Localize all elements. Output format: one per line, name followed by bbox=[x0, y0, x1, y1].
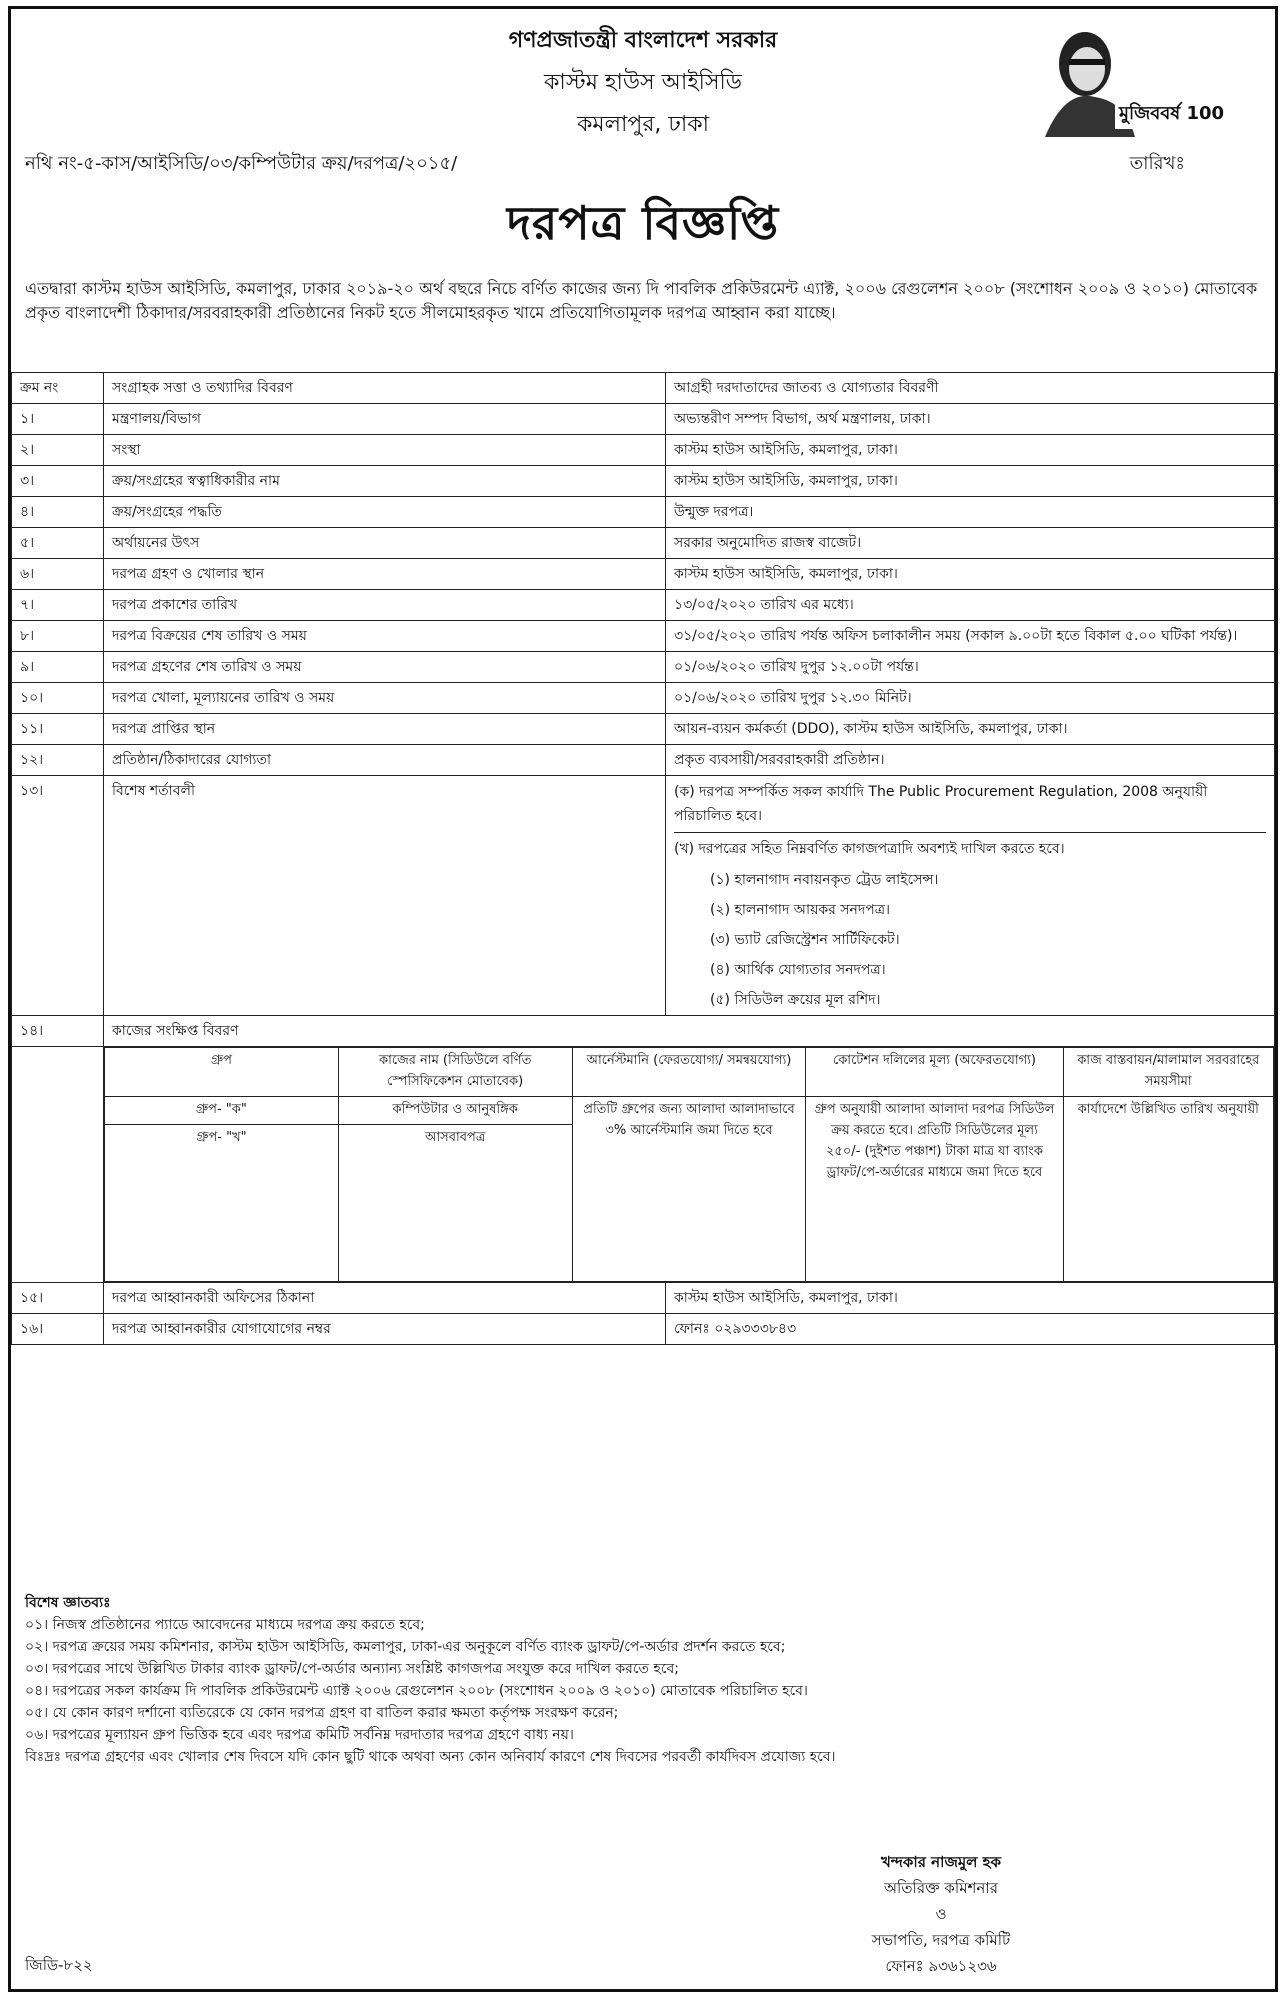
row-item: কাজের সংক্ষিপ্ত বিবরণ bbox=[104, 1016, 1275, 1047]
note-item: ০৫। যে কোন কারণ দর্শানো ব্যতিরেকে যে কোন দরপত্র গ্রহণ বা বাতিল করার ক্ষমতা কর্তৃপক্ষ সংরক্ষণ করেন; bbox=[25, 1705, 619, 1721]
row-item: দরপত্র প্রকাশের তারিখ bbox=[104, 590, 666, 621]
row-number: ২। bbox=[12, 435, 104, 466]
row-detail: কাস্টম হাউস আইসিডি, কমলাপুর, ঢাকা। bbox=[666, 1283, 1275, 1314]
tender-notice-page bbox=[8, 6, 1278, 1992]
table-row bbox=[12, 683, 1275, 714]
row-number: ৭। bbox=[12, 590, 104, 621]
row-number: ১৫। bbox=[12, 1283, 104, 1314]
row-detail: আয়ন-ব্যয়ন কর্মকর্তা (DDO), কাস্টম হাউস আইসিডি, কমলাপুর, ঢাকা। bbox=[666, 714, 1275, 745]
row-item: অর্থায়নের উৎস bbox=[104, 528, 666, 559]
row-detail: ০১/০৬/২০২০ তারিখ দুপুর ১২.৩০ মিনিট। bbox=[666, 683, 1275, 714]
row-item: দরপত্র আহ্বানকারীর যোগাযোগের নম্বর bbox=[104, 1314, 666, 1345]
row-number: ১৩। bbox=[12, 776, 104, 1016]
row-item: সংস্থা bbox=[104, 435, 666, 466]
row-number: ১। bbox=[12, 404, 104, 435]
signatory-name: খন্দকার নাজমুল হক bbox=[880, 1853, 1002, 1871]
row-number: ৬। bbox=[12, 559, 104, 590]
schedule-price: গ্রুপ অনুযায়ী আলাদা আলাদা দরপত্র সিডিউল ক্রয় করতে হবে। প্রতিটি সিডিউলের মূল্য ২৫০/- (দুইশত পঞ্চাশ) টাকা মাত্র যা ব্যাংক ড্রাফট/পে-অর্ডারের মাধ্যমে জমা দিতে হবে bbox=[806, 1097, 1063, 1282]
delivery-deadline: কার্যাদেশে উল্লিখিত তারিখ অনুযায়ী bbox=[1063, 1097, 1273, 1282]
subtable-header-row bbox=[105, 1048, 1274, 1097]
row-item: ক্রয়/সংগ্রহের পদ্ধতি bbox=[104, 497, 666, 528]
note-item: ০১। নিজস্ব প্রতিষ্ঠানের প্যাডে আবেদনের মাধ্যমে দরপত্র ক্রয় করতে হবে; bbox=[25, 1617, 425, 1633]
row-item: দরপত্র খোলা, মূল্যায়নের তারিখ ও সময় bbox=[104, 683, 666, 714]
row-number: ১০। bbox=[12, 683, 104, 714]
reference-number: নথি নং-৫-কাস/আইসিডি/০৩/কম্পিউটার ক্রয়/দরপত্র/২০১৫/ bbox=[25, 153, 458, 174]
note-item: ০৬। দরপত্রের মূল্যায়ন গ্রুপ ভিত্তিক হবে এবং দরপত্র কমিটি সর্বনিম্ন দরদাতার দরপত্র গ্রহণে বাধ্য নয়। bbox=[25, 1727, 574, 1743]
row-detail: অভ্যন্তরীণ সম্পদ বিভাগ, অর্থ মন্ত্রণালয়, ঢাকা। bbox=[666, 404, 1275, 435]
table-row bbox=[12, 1314, 1275, 1345]
sub-head-deadline: কাজ বাস্তবায়ন/মালামাল সরবরাহের সময়সীমা bbox=[1063, 1048, 1273, 1097]
notes-title: বিশেষ জ্ঞাতব্যঃ bbox=[25, 1595, 111, 1611]
row-number: ১২। bbox=[12, 745, 104, 776]
required-doc: (১) হালনাগাদ নবায়নকৃত ট্রেড লাইসেন্স। bbox=[710, 872, 939, 888]
office-location: কমলাপুর, ঢাকা bbox=[577, 112, 709, 137]
required-doc: (২) হালনাগাদ আয়কর সনদপত্র। bbox=[710, 902, 891, 918]
row-number: ৪। bbox=[12, 497, 104, 528]
sub-head-earnest: আর্নেস্টমানি (ফেরতযোগ্য/ সমন্বয়যোগ্য) bbox=[572, 1048, 806, 1097]
signatory-and: ও bbox=[935, 1905, 947, 1923]
signatory-committee: সভাপতি, দরপত্র কমিটি bbox=[871, 1931, 1011, 1949]
row-item: দরপত্র গ্রহণের শেষ তারিখ ও সময় bbox=[104, 652, 666, 683]
row-detail: ০১/০৬/২০২০ তারিখ দুপুর ১২.০০টা পর্যন্ত। bbox=[666, 652, 1275, 683]
note-item: ০২। দরপত্র ক্রয়ের সময় কমিশনার, কাস্টম হাউস আইসিডি, কমলাপুর, ঢাকা-এর অনুকূলে বর্ণিত ব্যাংক ড্রাফট/পে-অর্ডার প্রদর্শন করতে হবে; bbox=[25, 1639, 786, 1655]
table-row-work-summary bbox=[12, 1016, 1275, 1047]
table-row bbox=[12, 559, 1275, 590]
sub-head-group: গ্রুপ bbox=[105, 1048, 339, 1097]
office-name: কাস্টম হাউস আইসিডি bbox=[544, 70, 742, 95]
row-number: ১৬। bbox=[12, 1314, 104, 1345]
row-item: দরপত্র আহ্বানকারী অফিসের ঠিকানা bbox=[104, 1283, 666, 1314]
note-footnote: বিঃদ্রঃ দরপত্র গ্রহণের এবং খোলার শেষ দিবসে যদি কোন ছুটি থাকে অথবা অন্য কোন অনিবার্য কারণে শেষ দিবসের পরবর্তী কার্যদিবস প্রযোজ্য হবে। bbox=[25, 1749, 836, 1765]
table-row bbox=[12, 652, 1275, 683]
row-number: ১১। bbox=[12, 714, 104, 745]
work-summary-subtable-row bbox=[12, 1047, 1275, 1283]
row-detail: ফোনঃ ০২৯৩৩৩৮৪৩ bbox=[666, 1314, 1275, 1345]
table-row bbox=[12, 404, 1275, 435]
row-item: বিশেষ শর্তাবলী bbox=[104, 776, 666, 1016]
row-detail: সরকার অনুমোদিত রাজস্ব বাজেট। bbox=[666, 528, 1275, 559]
emblem-text: মুজিববর্ষ 100 bbox=[1119, 103, 1225, 124]
table-row bbox=[12, 714, 1275, 745]
required-doc: (৪) আর্থিক যোগ্যতার সনদপত্র। bbox=[710, 962, 886, 978]
row-number: ১৪। bbox=[12, 1016, 104, 1047]
row-detail: কাস্টম হাউস আইসিডি, কমলাপুর, ঢাকা। bbox=[666, 435, 1275, 466]
row-number: ৮। bbox=[12, 621, 104, 652]
date-label: তারিখঃ bbox=[1129, 153, 1185, 174]
row-number: ৫। bbox=[12, 528, 104, 559]
conditions-cell bbox=[666, 776, 1275, 1016]
col-header-item: সংগ্রাহক সত্তা ও তথ্যাদির বিবরণ bbox=[104, 373, 666, 404]
table-row bbox=[12, 1283, 1275, 1314]
note-item: ০৩। দরপত্রের সাথে উল্লিখিত টাকার ব্যাংক ড্রাফট/পে-অর্ডার অন্যান্য সংশ্লিষ্ট কাগজপত্র সংযুক্ত করে দাখিল করতে হবে; bbox=[25, 1661, 679, 1677]
signatory-phone: ফোনঃ ৯৩৬১২৩৬ bbox=[885, 1957, 997, 1975]
sub-head-work: কাজের নাম (সিডিউলে বর্ণিত স্পেসিফিকেশন মোতাবেক) bbox=[338, 1048, 572, 1097]
table-row bbox=[12, 528, 1275, 559]
row-item: প্রতিষ্ঠান/ঠিকাদারের যোগ্যতা bbox=[104, 745, 666, 776]
work-summary-table bbox=[104, 1047, 1274, 1282]
table-row bbox=[12, 745, 1275, 776]
table-row bbox=[12, 590, 1275, 621]
row-detail: কাস্টম হাউস আইসিডি, কমলাপুর, ঢাকা। bbox=[666, 466, 1275, 497]
work-kha: আসবাবপত্র bbox=[338, 1125, 572, 1282]
required-doc: (৩) ভ্যাট রেজিস্ট্রেশন সার্টিফিকেট। bbox=[710, 932, 900, 948]
row-number: ৯। bbox=[12, 652, 104, 683]
table-row bbox=[12, 621, 1275, 652]
row-detail: প্রকৃত ব্যবসায়ী/সরবরাহকারী প্রতিষ্ঠান। bbox=[666, 745, 1275, 776]
notice-title: দরপত্র বিজ্ঞপ্তি bbox=[506, 196, 780, 250]
row-number: ৩। bbox=[12, 466, 104, 497]
row-detail: কাস্টম হাউস আইসিডি, কমলাপুর, ঢাকা। bbox=[666, 559, 1275, 590]
earnest-money: প্রতিটি গ্রুপের জন্য আলাদা আলাদাভাবে ৩% আর্নেস্টমানি জমা দিতে হবে bbox=[572, 1097, 806, 1282]
group-ka: গ্রুপ- "ক" bbox=[105, 1097, 339, 1125]
row-detail: ৩১/০৫/২০২০ তারিখ পর্যন্ত অফিস চলাকালীন সময় (সকাল ৯.০০টা হতে বিকাল ৫.০০ ঘটিকা পর্যন্ত)। bbox=[666, 621, 1275, 652]
group-kha: গ্রুপ- "খ" bbox=[105, 1125, 339, 1282]
row-item: মন্ত্রণালয়/বিভাগ bbox=[104, 404, 666, 435]
table-row-special-conditions bbox=[12, 776, 1275, 1016]
clause-kha: (খ) দরপত্রের সহিত নিম্নবর্ণিত কাগজপত্রাদি অবশ্যই দাখিল করতে হবে। bbox=[674, 841, 1065, 857]
row-item: দরপত্র প্রাপ্তির স্থান bbox=[104, 714, 666, 745]
table-row bbox=[12, 497, 1275, 528]
special-notes bbox=[25, 1592, 1261, 1768]
table-header-row bbox=[12, 373, 1275, 404]
clause-ka: (ক) দরপত্র সম্পর্কিত সকল কার্যাদি The Public Procurement Regulation, 2008 অনুযায়ী পরিচালিত হবে। bbox=[674, 776, 1266, 833]
work-ka: কম্পিউটার ও আনুষঙ্গিক bbox=[338, 1097, 572, 1125]
sub-head-price: কোটেশন দলিলের মূল্য (অফেরতযোগ্য) bbox=[806, 1048, 1063, 1097]
note-item: ০৪। দরপত্রের সকল কার্যক্রম দি পাবলিক প্রকিউরমেন্ট এ্যাক্ট ২০০৬ রেগুলেশন ২০০৮ (সংশোধন ২০০৯ ও ২০১০) মোতাবেক পরিচালিত হবে। bbox=[25, 1683, 808, 1699]
row-detail: ১৩/০৫/২০২০ তারিখ এর মধ্যে। bbox=[666, 590, 1275, 621]
row-detail: উন্মুক্ত দরপত্র। bbox=[666, 497, 1275, 528]
subtable-row-group-ka bbox=[105, 1097, 1274, 1125]
required-doc: (৫) সিডিউল ক্রয়ের মূল রশিদ। bbox=[710, 992, 881, 1008]
col-header-serial: ক্রম নং bbox=[12, 373, 104, 404]
row-item: ক্রয়/সংগ্রহের স্বত্বাধিকারীর নাম bbox=[104, 466, 666, 497]
signatory-title: অতিরিক্ত কমিশনার bbox=[884, 1879, 998, 1897]
row-item: দরপত্র গ্রহণ ও খোলার স্থান bbox=[104, 559, 666, 590]
tender-details-table bbox=[11, 372, 1275, 1345]
col-header-detail: আগ্রহী দরদাতাদের জাতব্য ও যোগ্যতার বিবরণী bbox=[666, 373, 1275, 404]
intro-paragraph: এতদ্বারা কাস্টম হাউস আইসিডি, কমলাপুর, ঢাকার ২০১৯-২০ অর্থ বছরে নিচে বর্ণিত কাজের জন্য দি পাবলিক প্রকিউরমেন্ট এ্যাক্ট, ২০০৬ রেগুলেশন ২০০৮ (সংশোধন ২০০৯ ও ২০১০) মোতাবেক প্রকৃত বাংলাদেশী ঠিকাদার/সরবরাহকারী প্রতিষ্ঠানের নিকট হতে সীলমোহরকৃত খামে প্রতিযোগিতামূলক দরপত্র আহ্বান করা যাচ্ছে। bbox=[25, 279, 1258, 322]
gd-code: জিডি-৮২২ bbox=[25, 1956, 93, 1974]
table-row bbox=[12, 435, 1275, 466]
mujib-borsho-logo bbox=[1035, 19, 1225, 139]
signature-block bbox=[771, 1849, 1111, 1979]
govt-title: গণপ্রজাতন্ত্রী বাংলাদেশ সরকার bbox=[508, 28, 778, 53]
row-item: দরপত্র বিক্রয়ের শেষ তারিখ ও সময় bbox=[104, 621, 666, 652]
table-row bbox=[12, 466, 1275, 497]
